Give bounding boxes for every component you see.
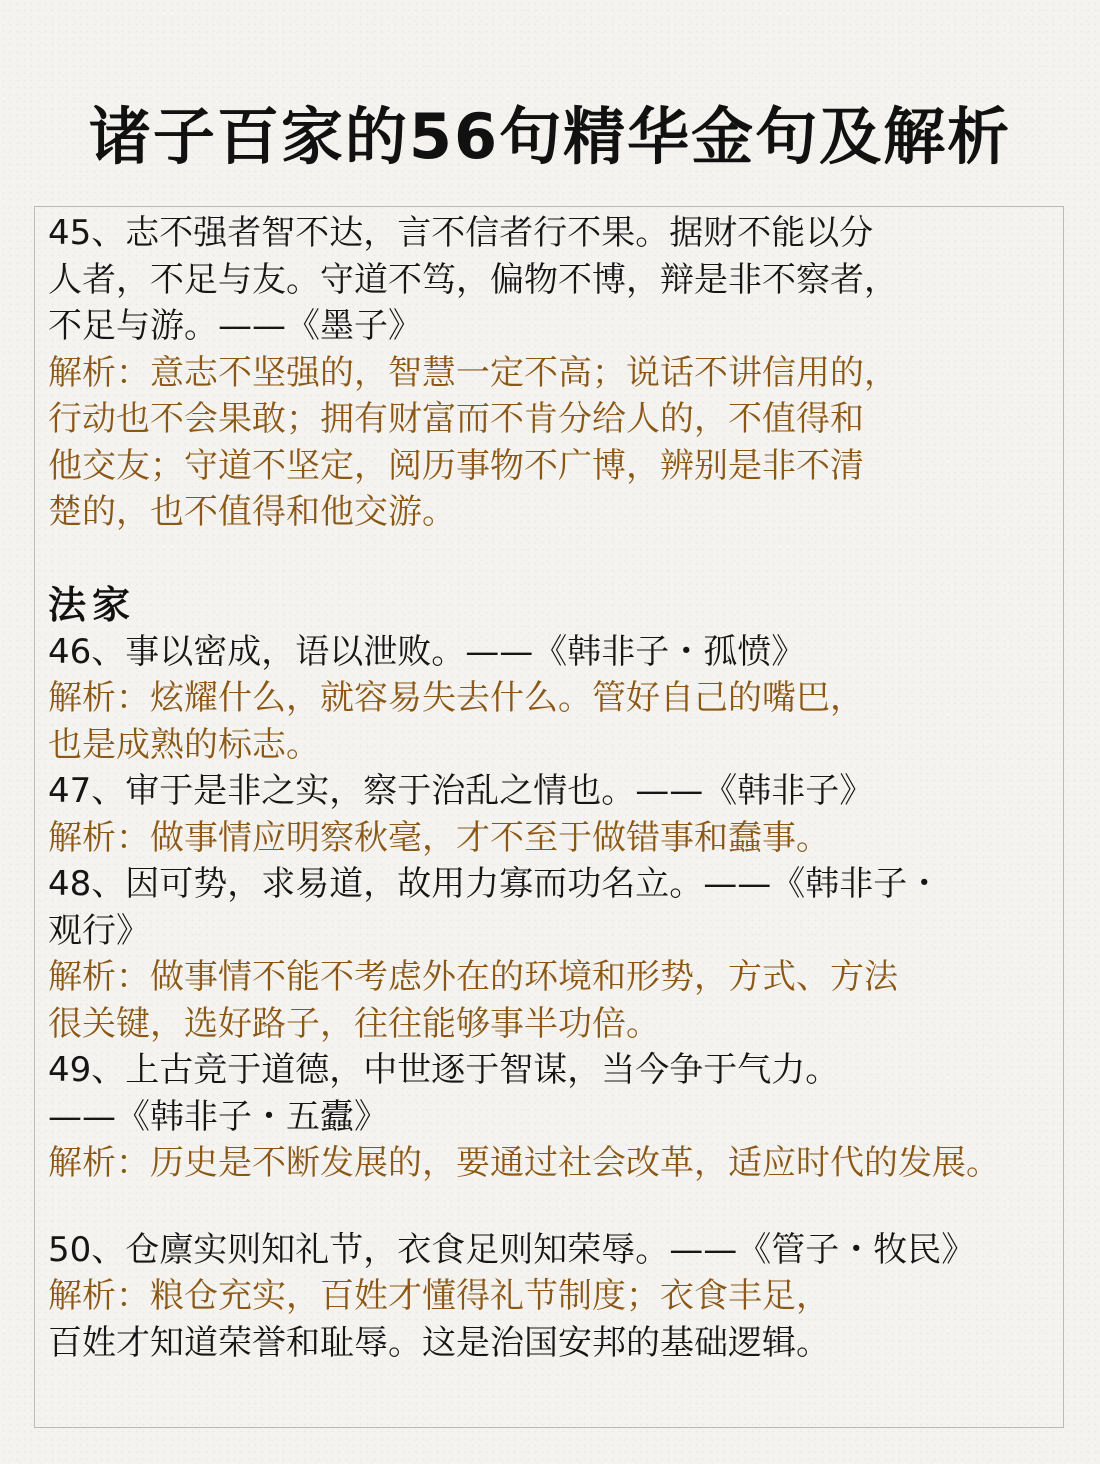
quote-45-line-2: 人者，不足与友。守道不笃，偏物不博，辩是非不察者， [48,259,898,300]
analysis-49-line-1: 解析：历史是不断发展的，要通过社会改革，适应时代的发展。 [48,1143,1000,1183]
quote-49-line-1: 49、上古竞于道德，中世逐于智谋，当今争于气力。 [48,1050,840,1090]
analysis-48-line-2: 很关键，选好路子，往往能够事半功倍。 [48,1003,660,1044]
quote-49-line-2: ——《韩非子・五蠹》 [48,1096,388,1137]
quote-48-line-1: 48、因可势，求易道，故用力寡而功名立。——《韩非子・ [48,864,942,904]
quote-45-line-1: 45、志不强者智不达，言不信者行不果。据财不能以分 [48,213,874,253]
quote-48-line-2: 观行》 [48,910,150,951]
quote-50-line-1: 50、仓廪实则知礼节，衣食足则知荣辱。——《管子・牧民》 [48,1229,976,1270]
quote-46-line-1: 46、事以密成，语以泄败。——《韩非子・孤愤》 [48,631,806,672]
analysis-45-line-4: 楚的，也不值得和他交游。 [48,492,456,532]
analysis-46-line-1: 解析：炫耀什么，就容易失去什么。管好自己的嘴巴， [48,678,864,718]
analysis-47-line-1: 解析：做事情应明察秋毫，才不至于做错事和蠢事。 [48,817,830,858]
section-spacer-2 [48,1187,1078,1227]
analysis-50-line-1: 解析：粮仓充实，百姓才懂得礼节制度；衣食丰足， [48,1276,830,1316]
section-heading-fajia: 法家 [48,583,137,627]
quote-47-line-1: 47、审于是非之实，察于治乱之情也。——《韩非子》 [48,771,874,811]
quote-45-line-3: 不足与游。——《墨子》 [48,306,422,346]
section-spacer [48,536,1078,583]
analysis-45-line-3: 他交友；守道不坚定，阅历事物不广博，辨别是非不清 [48,445,864,486]
analysis-50-line-2: 百姓才知道荣誉和耻辱。这是治国安邦的基础逻辑。 [48,1322,830,1363]
content-body [48,210,1078,1366]
analysis-46-line-2: 也是成熟的标志。 [48,724,320,765]
analysis-45-line-1: 解析：意志不坚强的，智慧一定不高；说话不讲信用的， [48,352,898,393]
page-title: 诸子百家的56句精华金句及解析 [88,100,1012,173]
analysis-45-line-2: 行动也不会果敢；拥有财富而不肯分给人的，不值得和 [48,399,864,439]
analysis-48-line-1: 解析：做事情不能不考虑外在的环境和形势，方式、方法 [48,957,898,997]
